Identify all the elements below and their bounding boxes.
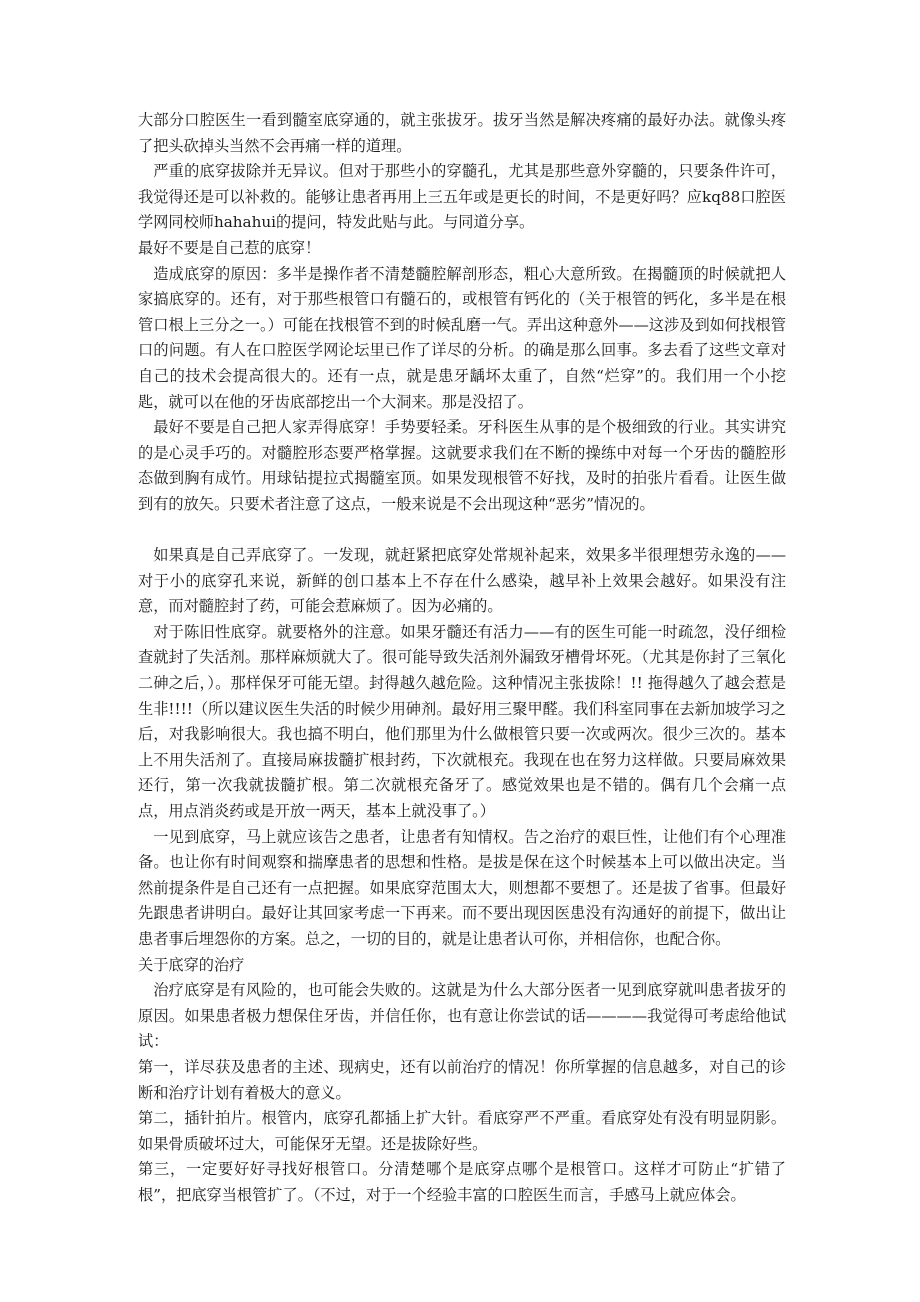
- paragraph-step-one: 第一，详尽获及患者的主述、现病史，还有以前治疗的情况！你所掌握的信息越多，对自己的诊断和治疗计划有着极大的意义。: [138, 1057, 786, 1102]
- heading-avoid-perforation: 最好不要是自己惹的底穿！: [138, 238, 321, 257]
- blank-line: [138, 518, 786, 544]
- paragraph-treatment-risk: 治疗底穿是有风险的，也可能会失败的。这就是为什么大部分医者一见到底穿就叫患者拔牙的原因。如果患者极力想保住牙齿，并信任你，也有意让你尝试的话————我觉得可考虑给他试试：: [138, 981, 786, 1051]
- heading-treatment: 关于底穿的治疗: [138, 955, 245, 974]
- paragraph-causes: 造成底穿的原因：多半是操作者不清楚髓腔解剖形态，粗心大意所致。在揭髓顶的时候就把人家搞底穿的。还有，对于那些根管口有髓石的，或根管有钙化的（关于根管的钙化，多半是在根管口根上三分之一。）可能在找根管不到的时候乱磨一气。弄出这种意外——这涉及到如何找根管口的问题。有人在口腔医学网论坛里已作了详尽的分析。的确是那么回事。多去看了这些文章对自己的技术会提高很大的。还有一点，就是患牙龋坏太重了，自然“烂穿”的。我们用一个小挖匙，就可以在他的牙齿底部挖出一个大洞来。那是没招了。: [138, 264, 786, 411]
- paragraph-prevention: 最好不要是自己把人家弄得底穿！手势要轻柔。牙科医生从事的是个极细致的行业。其实讲究的是心灵手巧的。对髓腔形态要严格掌握。这就要求我们在不断的操练中对每一个牙齿的髓腔形态做到胸有成竹。用球钻提拉式揭髓室顶。如果发现根管不好找，及时的拍张片看看。让医生做到有的放矢。只要术者注意了这点，一般来说是不会出现这种“恶劣”情况的。: [138, 418, 786, 513]
- paragraph-inform-patient: 一见到底穿，马上就应该告之患者，让患者有知情权。告之治疗的艰巨性，让他们有个心理准备。也让你有时间观察和揣摩患者的思想和性格。是拔是保在这个时候基本上可以做出决定。当然前提条件是自己还有一点把握。如果底穿范围太大，则想都不要想了。还是拔了省事。但最好先跟患者讲明白。最好让其回家考虑一下再来。而不要出现因医患没有沟通好的前提下，做出让患者事后埋怨你的方案。总之，一切的目的，就是让患者认可你，并相信你，也配合你。: [138, 827, 786, 948]
- paragraph-step-three: 第三，一定要好好寻找好根管口。分清楚哪个是底穿点哪个是根管口。这样才可防止“扩错了根”，把底穿当根管扩了。（不过，对于一个经验丰富的口腔医生而言，手感马上就应体会。: [138, 1160, 786, 1204]
- paragraph-opinion: 严重的底穿拔除并无异议。但对于那些小的穿髓孔，尤其是那些意外穿髓的，只要条件许可，我觉得还是可以补救的。能够让患者再用上三五年或是更长的时间，不是更好吗？应kq88口腔医学网同校师hahahui的提问，特发此贴与此。与同道分享。: [138, 162, 786, 232]
- paragraph-intro: 大部分口腔医生一看到髓室底穿通的，就主张拔牙。拔牙当然是解决疼痛的最好办法。就像头疼了把头砍掉头当然不会再痛一样的道理。: [138, 111, 786, 155]
- paragraph-step-two: 第二，插针拍片。根管内，底穿孔都插上扩大针。看底穿严不严重。看底穿处有没有明显阴影。如果骨质破坏过大，可能保牙无望。还是拔除好些。: [138, 1109, 786, 1153]
- document-body: [138, 108, 786, 1209]
- paragraph-old-perforation: 对于陈旧性底穿。就要格外的注意。如果牙髓还有活力——有的医生可能一时疏忽，没仔细检查就封了失活剂。那样麻烦就大了。很可能导致失活剂外漏致牙槽骨坏死。（尤其是你封了三氧化二砷之后，）。那样保牙可能无望。封得越久越危险。这种情况主张拔除！!! 拖得越久了越会惹是生非!!!!（所以建议医生失活的时候少用砷剂。最好用三聚甲醛。我们科室同事在去新加坡学习之后，对我影响很大。我也搞不明白，他们那里为什么做根管只要一次或两次。很少三次的。基本上不用失活剂了。直接局麻拔髓扩根封药，下次就根充。我现在也在努力这样做。只要局麻效果还行，第一次我就拔髓扩根。第二次就根充备牙了。感觉效果也是不错的。偶有几个会痛一点点，用点消炎药或是开放一两天，基本上就没事了。）: [138, 622, 786, 821]
- paragraph-fresh-perforation: 如果真是自己弄底穿了。一发现，就赶紧把底穿处常规补起来，效果多半很理想劳永逸的——对于小的底穿孔来说，新鲜的创口基本上不存在什么感染，越早补上效果会越好。如果没有注意，而对髓腔封了药，可能会惹麻烦了。因为必痛的。: [138, 546, 786, 616]
